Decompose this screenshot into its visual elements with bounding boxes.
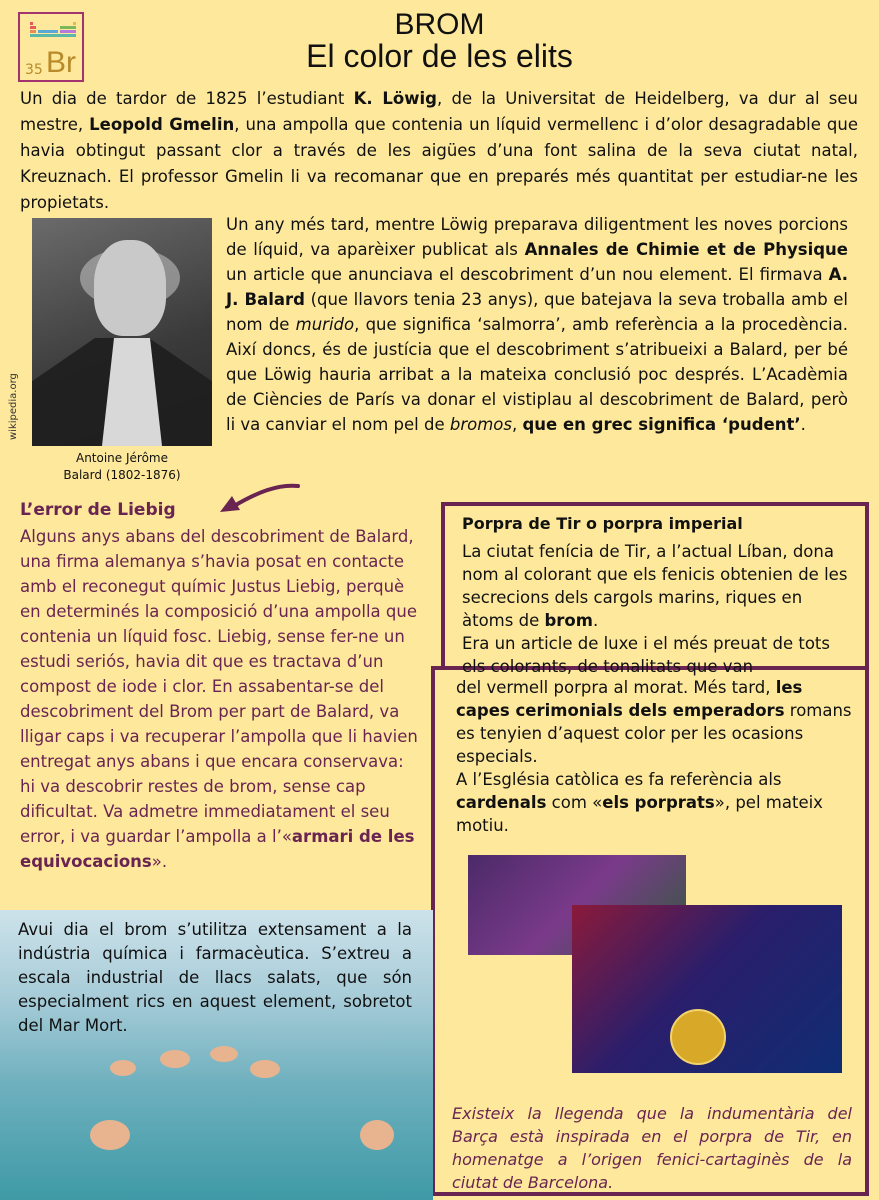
porpra-title: Porpra de Tir o porpra imperial [462, 514, 743, 533]
element-symbol: Br [46, 46, 76, 79]
arrow-icon [218, 480, 302, 516]
liebig-paragraph: Alguns anys abans del descobriment de Balard, una firma alemanya s’havia posat en contacte amb el reconegut químic Justus Liebig, perquè en determinés la composició d’una ampolla que contenia un líquid fosc. Liebig, sense fer-ne un estudi seriós, havia dit que es tractava d’un compost de iode i clor. En assabentar-se del descobriment del Brom per part de Balard, va lligar caps i va recuperar l’ampolla que li havien entregat anys abans i que encara conservava: hi va descobrir restes de brom, sense cap dificultat. Va admetre immediatament el seu error, i va guardar l’ampolla a l’«armari de les equivocacions». [20, 527, 418, 871]
atomic-number: 35 [25, 62, 43, 78]
porpra-paragraph-1: La ciutat fenícia de Tir, a l’actual Líban, dona nom al colorant que els fenicis obtenien de les secrecions dels cargols marins, riques en àtoms de brom. Era un article de luxe i el més preuat de tots els colorants, de tonalitats que van [462, 542, 848, 676]
portrait-caption: Antoine Jérôme Balard (1802-1876) [63, 451, 181, 482]
trophy-badge-icon [670, 1009, 726, 1065]
intro-paragraph: Un dia de tardor de 1825 l’estudiant K. Löwig, de la Universitat de Heidelberg, va dur al seu mestre, Leopold Gmelin, una ampolla que contenia un líquid vermellenc i d’olor desagradable que havia obtingut passant clor a través de les aigües d’una font salina de la seva ciutat natal, Kreuznach. El professor Gmelin li va recomanar que en preparés més quantitat per estudiar-ne les propietats. [20, 89, 859, 212]
barca-legend: Existeix la llegenda que la indumentària del Barça està inspirada en el porpra de Tir, en homenatge a l’origen fenici-cartaginès de la ciutat de Barcelona. [452, 1104, 852, 1192]
image-credit: wikipedia.org [8, 373, 19, 440]
page-title: BROM [394, 8, 485, 41]
porpra-paragraph-2: del vermell porpra al morat. Més tard, les capes cerimonials dels emperadors romans es tenyien d’aquest color per les ocasions especials. A l’Església catòlica es fa referència als cardenals com «els porprats», pel mateix motiu. [456, 678, 852, 835]
balard-paragraph: Un any més tard, mentre Löwig preparava diligentment les noves porcions de líquid, va aparèixer publicat als Annales de Chimie et de Physique un article que anunciava el descobriment d’un nou element. El firmava A. J. Balard (que llavors tenia 23 anys), que batejava la seva troballa amb el nom de murido, que significa ‘salmorra’, amb referència a la procedència. Així doncs, és de justícia que el descobriment s’atribueixi a Balard, per bé que Löwig hauria arribat a la mateixa conclusió poc després. L’Acadèmia de Ciències de París va donar el vistiplau al descobriment de Balard, però li va canviar el nom pel de bromos, que en grec significa ‘pudent’. [226, 215, 849, 434]
liebig-title: L’error de Liebig [20, 500, 176, 520]
balard-portrait [32, 218, 212, 446]
page-subtitle: El color de les elits [306, 38, 573, 74]
barca-finals-photo [572, 905, 842, 1073]
dead-sea-paragraph: Avui dia el brom s’utilitza extensament a la indústria química i farmacèutica. S’extreu a escala industrial de llacs salats, que són especialment rics en aquest element, sobretot del Mar Mort. [18, 920, 412, 1035]
